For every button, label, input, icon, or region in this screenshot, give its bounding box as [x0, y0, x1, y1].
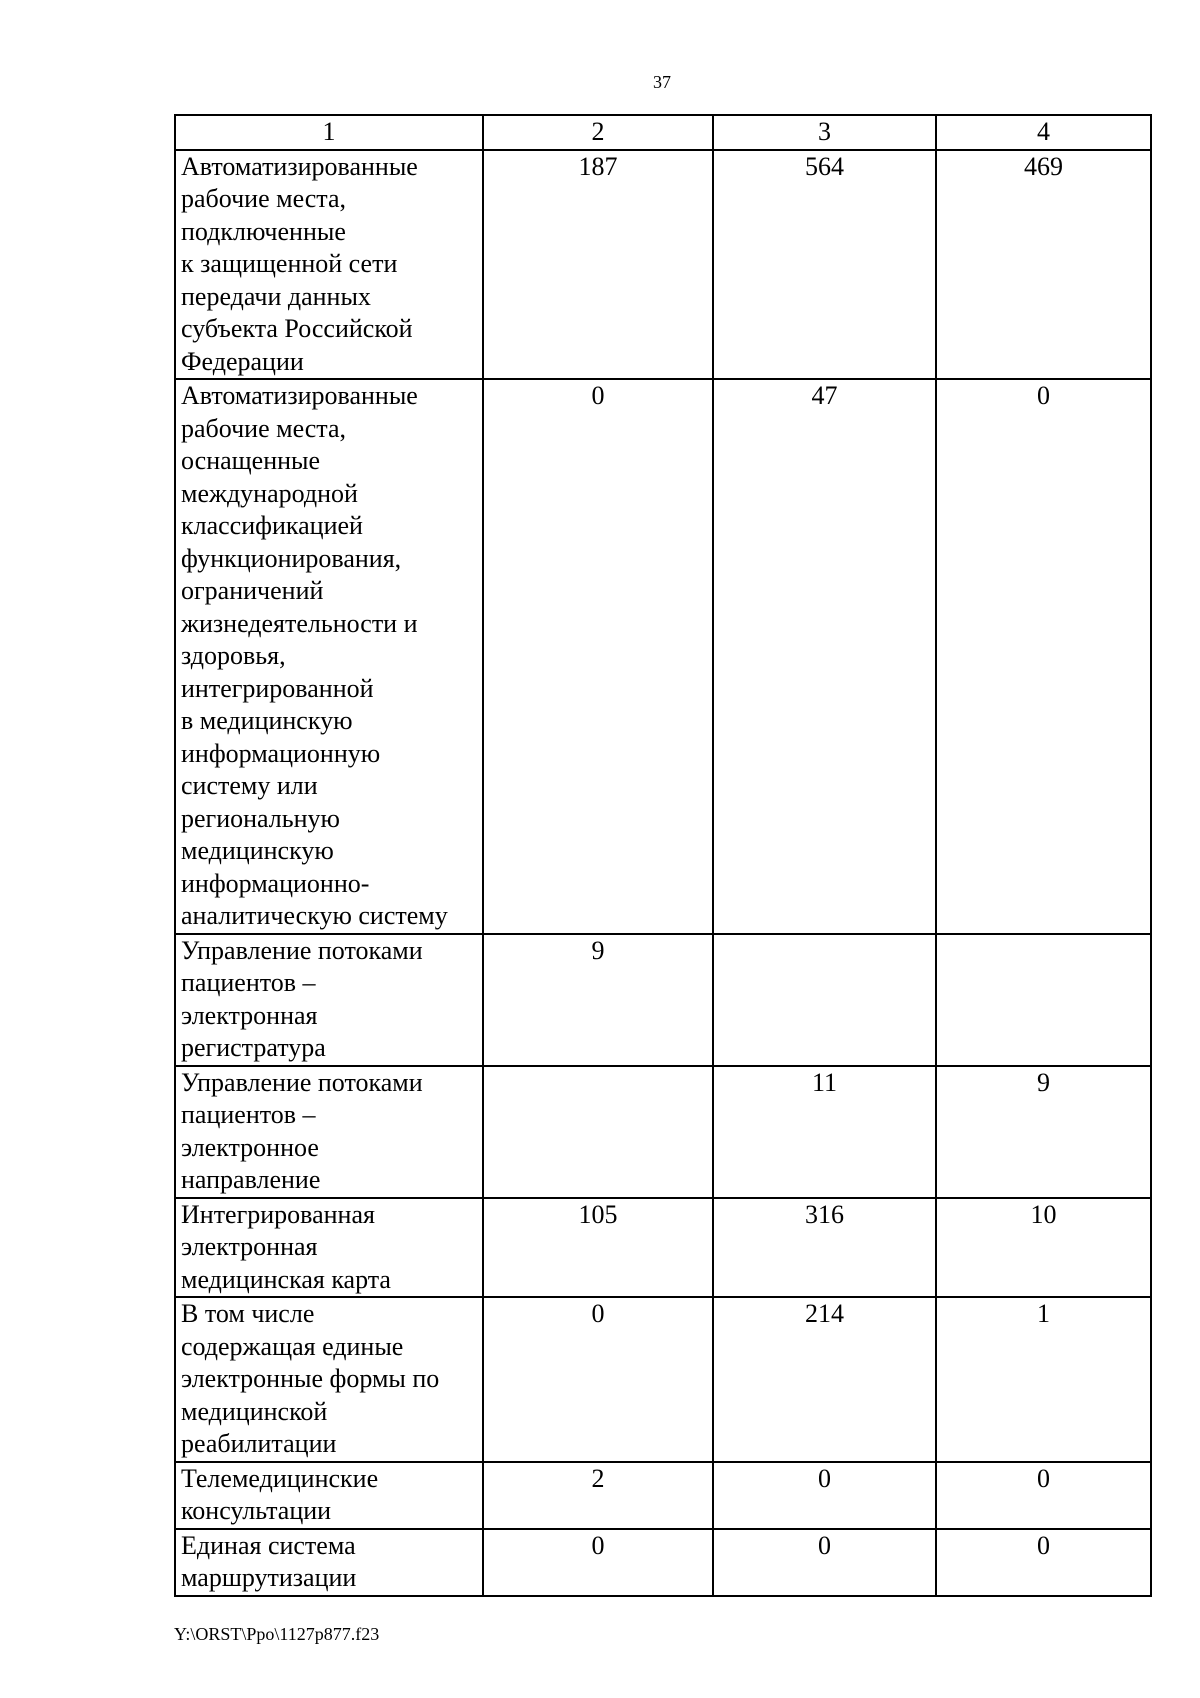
- row-label: Автоматизированные рабочие места, оснащенные международной классификацией функционирования, ограничений жизнедеятельности и здоровья, интегрированной в медицинскую информационную систему или региональную медицинскую информационно- аналитическую систему: [175, 379, 483, 934]
- table-header-row: [175, 115, 1151, 150]
- row-value-col2: 2: [483, 1462, 713, 1529]
- row-value-col2: [483, 1066, 713, 1198]
- table-row: [175, 1529, 1151, 1596]
- row-value-col4: 10: [936, 1198, 1151, 1298]
- row-label: Управление потоками пациентов – электронное направление: [175, 1066, 483, 1198]
- row-value-col3: [713, 934, 936, 1066]
- column-header-2: 2: [483, 115, 713, 150]
- row-value-col3: 214: [713, 1297, 936, 1462]
- table-row: [175, 1297, 1151, 1462]
- row-label: Единая система маршрутизации: [175, 1529, 483, 1596]
- row-value-col2: 0: [483, 1529, 713, 1596]
- table-row: [175, 1066, 1151, 1198]
- row-value-col3: 316: [713, 1198, 936, 1298]
- row-value-col2: 9: [483, 934, 713, 1066]
- row-value-col3: 11: [713, 1066, 936, 1198]
- row-value-col2: 187: [483, 150, 713, 380]
- column-header-1: 1: [175, 115, 483, 150]
- footer-file-path: Y:\ORST\Ppo\1127p877.f23: [174, 1624, 380, 1644]
- table-row: [175, 150, 1151, 380]
- column-header-3: 3: [713, 115, 936, 150]
- row-value-col2: 0: [483, 1297, 713, 1462]
- table-row: [175, 1462, 1151, 1529]
- table-row: [175, 379, 1151, 934]
- row-label: Телемедицинские консультации: [175, 1462, 483, 1529]
- row-label: Управление потоками пациентов – электронная регистратура: [175, 934, 483, 1066]
- row-value-col4: 1: [936, 1297, 1151, 1462]
- row-value-col3: 0: [713, 1462, 936, 1529]
- table-row: [175, 934, 1151, 1066]
- row-value-col4: [936, 934, 1151, 1066]
- row-label: Автоматизированные рабочие места, подключенные к защищенной сети передачи данных субъекта Российской Федерации: [175, 150, 483, 380]
- row-value-col4: 0: [936, 1462, 1151, 1529]
- row-value-col4: 469: [936, 150, 1151, 380]
- row-value-col4: 9: [936, 1066, 1151, 1198]
- data-table: [174, 114, 1152, 1597]
- row-value-col2: 105: [483, 1198, 713, 1298]
- row-value-col4: 0: [936, 379, 1151, 934]
- column-header-4: 4: [936, 115, 1151, 150]
- table-row: [175, 1198, 1151, 1298]
- row-value-col3: 47: [713, 379, 936, 934]
- page-number: 37: [653, 72, 671, 92]
- row-value-col3: 0: [713, 1529, 936, 1596]
- row-value-col2: 0: [483, 379, 713, 934]
- row-value-col4: 0: [936, 1529, 1151, 1596]
- row-label: В том числе содержащая единые электронные формы по медицинской реабилитации: [175, 1297, 483, 1462]
- row-label: Интегрированная электронная медицинская карта: [175, 1198, 483, 1298]
- row-value-col3: 564: [713, 150, 936, 380]
